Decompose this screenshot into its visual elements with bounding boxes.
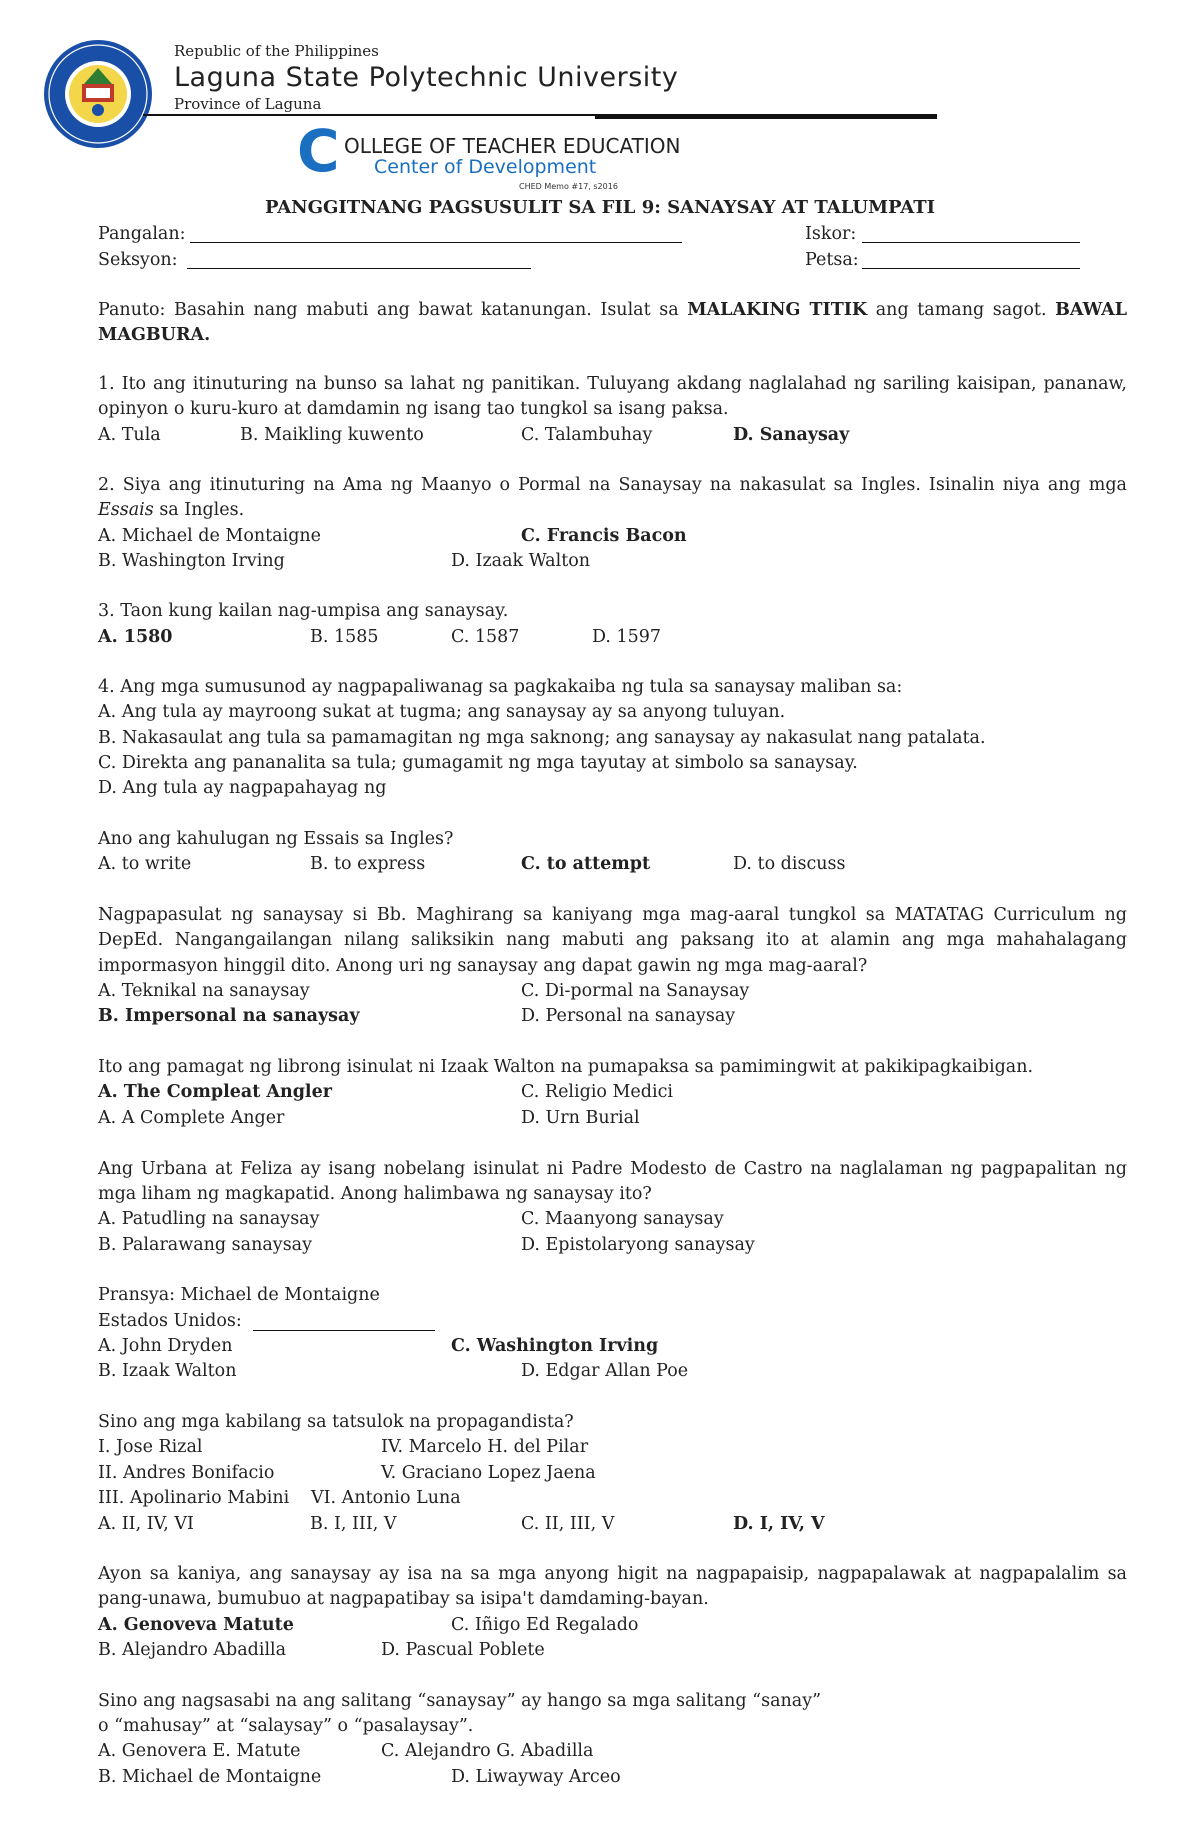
q9-option-a: A. John Dryden (98, 1336, 233, 1356)
q10-item-iv: IV. Marcelo H. del Pilar (381, 1437, 589, 1457)
seksyon-label: Seksyon: (98, 250, 178, 270)
q9-answer-blank[interactable] (253, 1330, 435, 1331)
province-label: Province of Laguna (174, 95, 322, 113)
iskor-label: Iskor: (805, 224, 857, 244)
question-1-text: 1. Ito ang itinuturing na bunso sa lahat ng panitikan. Tuluyang akdang naglalahad ng sariling kaisipan, pananaw, opinyon o kuru-kuro at damdamin ng isang tao tungkol sa isang paksa. (98, 374, 1127, 420)
q3-option-b: B. 1585 (310, 627, 379, 647)
question-3-text: 3. Taon kung kailan nag-umpisa ang sanaysay. (98, 601, 509, 621)
q3-option-a: A. 1580 (98, 627, 173, 647)
q4-option-c: C. Direkta ang pananalita sa tula; gumagamit ng mga tayutay at simbolo sa sanaysay. (98, 753, 858, 773)
q7-option-d: D. Urn Burial (521, 1108, 640, 1128)
q10-item-v: V. Graciano Lopez Jaena (381, 1463, 596, 1483)
q12-option-b: B. Michael de Montaigne (98, 1767, 322, 1787)
q1-option-d: D. Sanaysay (733, 425, 850, 445)
petsa-line[interactable] (862, 268, 1080, 269)
q3-option-d: D. 1597 (592, 627, 662, 647)
question-7-text: Ito ang pamagat ng librong isinulat ni Izaak Walton na pumapaksa sa pamimingwit at pakikipagkaibigan. (98, 1057, 1034, 1077)
header-rule-thick (595, 114, 937, 119)
q10-item-i: I. Jose Rizal (98, 1437, 203, 1457)
q8-option-b: B. Palarawang sanaysay (98, 1235, 312, 1255)
q6-option-b: B. Impersonal na sanaysay (98, 1006, 360, 1026)
question-4-text: 4. Ang mga sumusunod ay nagpapaliwanag sa pagkakaiba ng tula sa sanaysay maliban sa: (98, 677, 903, 697)
seksyon-line[interactable] (187, 268, 531, 269)
question-12-line-1: Sino ang nagsasabi na ang salitang “sanaysay” ay hango sa mga salitang “sanay” (98, 1691, 822, 1711)
college-logo-initial: C (297, 117, 340, 185)
q11-option-c: C. Iñigo Ed Regalado (451, 1615, 639, 1635)
question-11-text: Ayon sa kaniya, ang sanaysay ay isa na sa mga anyong higit na nagpapaisip, nagpapalawak at nagpapalalim sa pang-unawa, bumubuo at nagpapatibay sa isipa't damdaming-bayan. (98, 1564, 1127, 1610)
q8-option-a: A. Patudling na sanaysay (98, 1209, 320, 1229)
q7-option-c: C. Religio Medici (521, 1082, 673, 1102)
q12-option-a: A. Genovera E. Matute (98, 1741, 301, 1761)
q5-option-d: D. to discuss (733, 854, 846, 874)
q9-option-b: B. Izaak Walton (98, 1361, 237, 1381)
question-12-line-2: o “mahusay” at “salaysay” o “pasalaysay”. (98, 1716, 474, 1736)
q2-option-d: D. Izaak Walton (451, 551, 591, 571)
q5-option-c: C. to attempt (521, 854, 651, 874)
q10-option-b: B. I, III, V (310, 1514, 397, 1534)
ched-memo: CHED Memo #17, s2016 (519, 182, 618, 191)
q7-option-a2: A. A Complete Anger (98, 1108, 285, 1128)
iskor-line[interactable] (862, 242, 1080, 243)
q12-option-c: C. Alejandro G. Abadilla (381, 1741, 594, 1761)
question-9-line-1: Pransya: Michael de Montaigne (98, 1285, 380, 1305)
university-name: Laguna State Polytechnic University (174, 62, 679, 93)
q11-option-d: D. Pascual Poblete (381, 1640, 545, 1660)
college-name: OLLEGE OF TEACHER EDUCATION (344, 134, 681, 158)
q5-option-b: B. to express (310, 854, 426, 874)
pangalan-line[interactable] (190, 242, 682, 243)
pangalan-label: Pangalan: (98, 224, 186, 244)
q1-option-a: A. Tula (98, 425, 161, 445)
q11-option-b: B. Alejandro Abadilla (98, 1640, 287, 1660)
question-6-text: Nagpapasulat ng sanaysay si Bb. Maghirang sa kaniyang mga mag-aaral tungkol sa MATATAG Curriculum ng DepEd. Nangangailangan nilang saliksikin nang mabuti ang paksang ito at alamin ang mga mahahalagang impormasyon hinggil dito. Anong uri ng sanaysay ang dapat gawin ng mga mag-aaral? (98, 905, 1127, 976)
q1-option-b: B. Maikling kuwento (240, 425, 424, 445)
petsa-label: Petsa: (805, 250, 859, 270)
university-seal (42, 38, 154, 150)
q4-option-d: D. Ang tula ay nagpapahayag ng (98, 778, 387, 798)
q6-option-a: A. Teknikal na sanaysay (98, 981, 310, 1001)
question-8-text: Ang Urbana at Feliza ay isang nobelang isinulat ni Padre Modesto de Castro na naglalaman ng pagpapalitan ng mga liham ng magkapatid. Anong halimbawa ng sanaysay ito? (98, 1159, 1127, 1205)
center-of-development: Center of Development (374, 156, 597, 178)
q8-option-c: C. Maanyong sanaysay (521, 1209, 724, 1229)
exam-title: PANGGITNANG PAGSUSULIT SA FIL 9: SANAYSAY AT TALUMPATI (264, 197, 936, 218)
question-9-line-2: Estados Unidos: (98, 1311, 242, 1331)
q7-option-a: A. The Compleat Angler (98, 1082, 332, 1102)
q2-option-c: C. Francis Bacon (521, 526, 687, 546)
q4-option-b: B. Nakasaulat ang tula sa pamamagitan ng mga saknong; ang sanaysay ay nakasulat nang patalata. (98, 728, 986, 748)
q10-option-a: A. II, IV, VI (98, 1514, 194, 1534)
q10-option-d: D. I, IV, V (733, 1514, 825, 1534)
q6-option-d: D. Personal na sanaysay (521, 1006, 736, 1026)
question-2-text: 2. Siya ang itinuturing na Ama ng Maanyo o Pormal na Sanaysay na nakasulat sa Ingles. Isinalin niya ang mga Essais sa Ingles. (98, 475, 1127, 521)
q2-option-a: A. Michael de Montaigne (98, 526, 322, 546)
republic-label: Republic of the Philippines (174, 42, 379, 60)
q1-option-c: C. Talambuhay (521, 425, 653, 445)
q9-option-c: C. Washington Irving (451, 1336, 659, 1356)
q10-item-iii: III. Apolinario Mabini (98, 1488, 290, 1508)
q9-option-d: D. Edgar Allan Poe (521, 1361, 689, 1381)
q2-option-b: B. Washington Irving (98, 551, 285, 571)
q12-option-d: D. Liwayway Arceo (451, 1767, 621, 1787)
question-10-text: Sino ang mga kabilang sa tatsulok na propagandista? (98, 1412, 574, 1432)
q8-option-d: D. Epistolaryong sanaysay (521, 1235, 755, 1255)
q5-option-a: A. to write (98, 854, 192, 874)
q6-option-c: C. Di-pormal na Sanaysay (521, 981, 750, 1001)
question-5-text: Ano ang kahulugan ng Essais sa Ingles? (98, 829, 454, 849)
instructions: Panuto: Basahin nang mabuti ang bawat katanungan. Isulat sa MALAKING TITIK ang tamang sagot. BAWAL MAGBURA. (98, 300, 1128, 346)
q10-option-c: C. II, III, V (521, 1514, 615, 1534)
q10-item-ii: II. Andres Bonifacio (98, 1463, 275, 1483)
q11-option-a: A. Genoveva Matute (98, 1615, 294, 1635)
q3-option-c: C. 1587 (451, 627, 520, 647)
q4-option-a: A. Ang tula ay mayroong sukat at tugma; ang sanaysay ay sa anyong tuluyan. (98, 702, 786, 722)
q10-item-vi: VI. Antonio Luna (311, 1488, 461, 1508)
